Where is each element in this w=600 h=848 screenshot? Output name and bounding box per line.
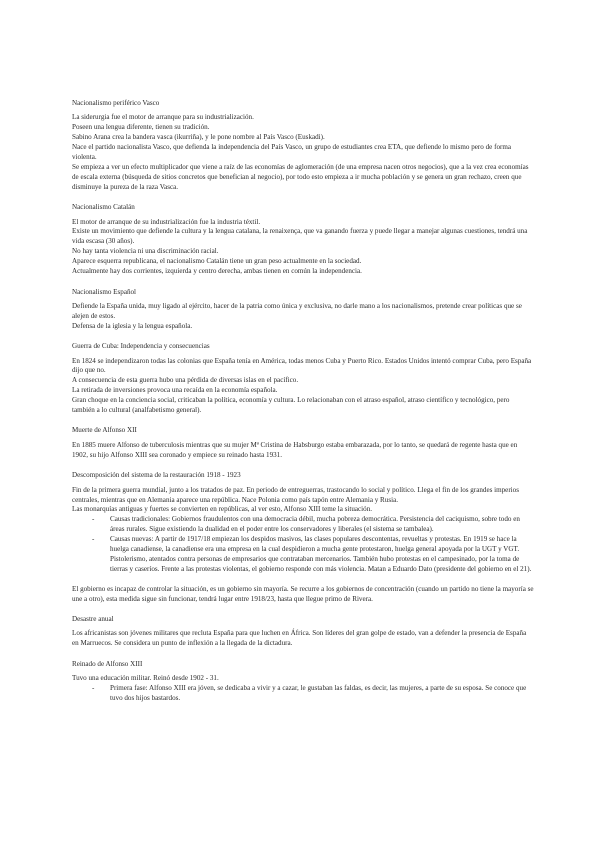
paragraph: La siderurgia fue el motor de arranque para su industrialización. bbox=[72, 113, 254, 122]
section-heading: Descomposición del sistema de la restauración 1918 - 1923 bbox=[72, 471, 241, 480]
paragraph: Los africanistas son jóvenes militares que recluta España para que luchen en África. Son líderes del gran golpe de estado, van a defender la presencia de España en Marruecos. Se considera un punto de inflexión a la llegada de la dictadura. bbox=[72, 629, 527, 648]
bullet-marker: - bbox=[92, 515, 95, 524]
bullet-list bbox=[72, 515, 534, 574]
paragraph: A consecuencia de esta guerra hubo una pérdida de diversas islas en el pacífico. bbox=[72, 376, 299, 385]
paragraph: En 1824 se independizaron todas las colonias que España tenía en América, todas menos Cuba y Puerto Rico. Estados Unidos intentó comprar Cuba, pero España dijo que no. bbox=[72, 356, 532, 375]
section-descomposicion-restauracion bbox=[72, 471, 534, 604]
section-nacionalismo-vasco bbox=[72, 99, 534, 193]
bullet-item bbox=[72, 684, 534, 704]
paragraph: No hay tanta violencia ni una discriminación racial. bbox=[72, 247, 219, 256]
section-heading: Guerra de Cuba: Independencia y consecuencias bbox=[72, 342, 210, 351]
paragraph: Actualmente hay dos corrientes, izquierda y centro derecha, ambas tienen en común la independencia. bbox=[72, 267, 362, 276]
bullet-text: Causas nuevas: A partir de 1917/18 empiezan los despidos masivos, las clases populares descontentas, revueltas y protestas. En 1919 se hace la huelga canadiense, la canadiense era una empresa en la cual despidieron a mucha gente protestaron, huelga general apoyada por la UGT y VGT. Pistolerismo, atentados contra personas de empresarios que contrataban mercenarios. También hubo protestas en el campesinado, por la toma de tierras y caseríos. Frente a las protestas violentas, el gobierno responde con más violencia. Matan a Eduardo Dato (presidente del gobierno en el 21). bbox=[110, 535, 532, 573]
section-desastre-anual bbox=[72, 615, 534, 649]
section-guerra-de-cuba bbox=[72, 342, 534, 416]
bullet-text: Causas tradicionales: Gobiernos fraudulentos con una democracia débil, mucha pobreza democrática. Persistencia del caciquismo, sobre todo en áreas rurales. Sigue existiendo la dualidad en el poder entre los conservadores y liberales (el sistema se tambalea). bbox=[110, 515, 520, 534]
paragraph: Poseen una lengua diferente, tienen su tradición. bbox=[72, 123, 210, 132]
paragraph: Tuvo una educación militar. Reinó desde 1902 - 31. bbox=[72, 674, 219, 683]
section-heading: Nacionalismo Catalán bbox=[72, 203, 135, 212]
bullet-marker: - bbox=[92, 684, 95, 693]
paragraph: Se empieza a ver un efecto multiplicador que viene a raíz de las economías de aglomeración (de una empresa nacen otros negocios), que a la vez crea economías de escala externa (búsqueda de sitios concretos que benefician al negocio), por todo esto empieza a ir mucha población y se genera un gran rechazo, creen que disminuye la pureza de la raza Vasca. bbox=[72, 162, 529, 191]
bullet-list bbox=[72, 684, 534, 704]
bullet-item bbox=[72, 535, 534, 575]
paragraph: El motor de arranque de su industrialización fue la industria téxtil. bbox=[72, 217, 261, 226]
paragraph: Gran choque en la conciencia social, criticaban la política, economía y cultura. Lo relacionaban con el atraso español, atraso científico y tecnológico, pero también a lo cultural (analfabetismo general). bbox=[72, 396, 510, 415]
section-reinado-alfonso-xiii bbox=[72, 660, 534, 704]
paragraph: Fin de la primera guerra mundial, junto a los tratados de paz. En periodo de entreguerras, trastocando lo social y político. Llega el fin de los grandes imperios centrales, mientras que en Alemania aparece una república. Nace Polonia como país tapón entre Alemania y Rusia. bbox=[72, 485, 519, 504]
bullet-item bbox=[72, 515, 534, 535]
paragraph: Las monarquías antiguas y fuertes se convierten en repúblicas, al ver esto, Alfonso XIII teme la situación. bbox=[72, 505, 373, 514]
paragraph: Defensa de la iglesia y la lengua española. bbox=[72, 321, 193, 330]
section-nacionalismo-catalan bbox=[72, 203, 534, 277]
paragraph: En 1885 muere Alfonso de tuberculosis mientras que su mujer Mª Cristina de Habsburgo estaba embarazada, por lo tanto, se quedará de regente hasta que en 1902, su hijo Alfonso XIII sea coronado y empiece su reinado hasta 1931. bbox=[72, 440, 518, 459]
bullet-text: Primera fase: Alfonso XIII era jóven, se dedicaba a vivir y a cazar, le gustaban las faldas, es decir, las mujeres, a parte de su esposa. Se conoce que tuvo dos hijos bastardos. bbox=[110, 684, 527, 702]
section-nacionalismo-espanol bbox=[72, 288, 534, 332]
paragraph: El gobierno es incapaz de controlar la situación, es un gobierno sin mayoría. Se recurre a los gobiernos de concentración (cuando un partido no tiene la mayoría se une a otro), esta medida sigue sin funcionar, tendrá lugar entre 1918/23, hasta que llegue primo de Rivera. bbox=[72, 584, 534, 603]
document-body bbox=[72, 99, 534, 714]
section-heading: Muerte de Alfonso XII bbox=[72, 426, 137, 435]
paragraph: Nace el partido nacionalista Vasco, que defienda la independencia del País Vasco, un grupo de estudiantes crea ETA, que defiende lo mismo pero de forma violenta. bbox=[72, 143, 512, 162]
section-heading: Desastre anual bbox=[72, 615, 114, 624]
section-heading: Nacionalismo periférico Vasco bbox=[72, 99, 160, 107]
paragraph: Existe un movimiento que defiende la cultura y la lengua catalana, la renaixença, que va ganando fuerza y puede llegar a manejar algunas cuestiones, tendrá una vida escasa (30 años). bbox=[72, 227, 528, 246]
paragraph: Aparece esquerra republicana, el nacionalismo Catalán tiene un gran peso actualmente en la sociedad. bbox=[72, 257, 362, 266]
paragraph: Sabino Arana crea la bandera vasca (ikurriña), y le pone nombre al País Vasco (Euskadi). bbox=[72, 133, 325, 142]
paragraph: La retirada de inversiones provoca una recaída en la economía española. bbox=[72, 386, 278, 395]
section-heading: Nacionalismo Español bbox=[72, 287, 137, 296]
section-heading: Reinado de Alfonso XIII bbox=[72, 659, 143, 668]
section-muerte-alfonso-xii bbox=[72, 426, 534, 460]
paragraph: Defiende la España unida, muy ligado al ejército, hacer de la patria como única y exclusiva, no darle mano a los nacionalismos, pretende crear políticas que se alejen de estos. bbox=[72, 301, 522, 320]
bullet-marker: - bbox=[92, 535, 95, 544]
